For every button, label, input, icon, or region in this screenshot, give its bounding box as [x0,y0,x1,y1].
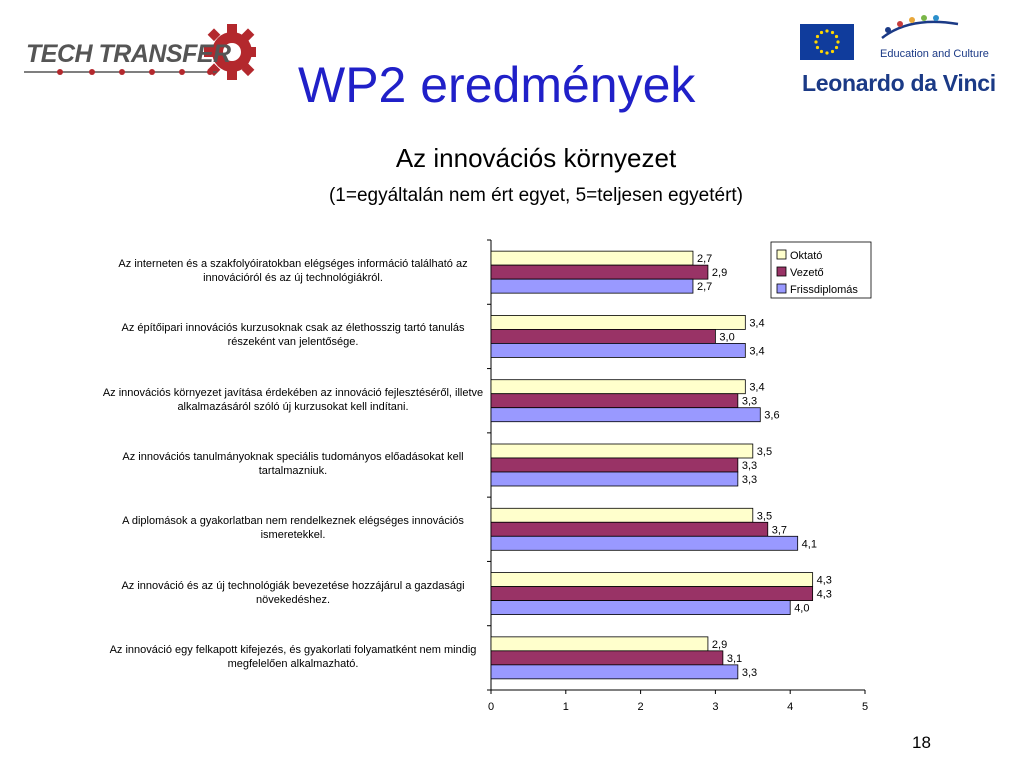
bar-value-label: 4,3 [816,574,832,587]
bar [491,472,738,486]
legend-swatch [777,284,786,293]
bar-value-label: 4,1 [801,538,817,551]
bar-value-label: 2,9 [711,638,728,651]
chart-title: Az innovációs környezet [395,143,677,173]
bar-value-label: 3,3 [741,666,758,679]
category-label: Az interneten és a szakfolyóiratokban elégséges információ található az innovációról és az új technológiákról. [118,258,468,285]
bar [491,458,738,472]
page-number: 18 [912,733,931,752]
category-label: Az innováció és az új technológiák bevezetése hozzájárul a gazdasági növekedéshez. [121,579,465,606]
category-label: A diplomások a gyakorlatban nem rendelkeznek elégséges innovációs ismeretekkel. [122,515,464,542]
legend-swatch [777,267,786,276]
legend-swatch [777,250,786,259]
x-tick-label: 3 [712,701,719,713]
bar [491,651,723,665]
bar [491,601,790,615]
bar-value-label: 3,4 [749,317,765,330]
bar-value-label: 3,3 [741,395,758,408]
category-label: Az innováció egy felkapott kifejezés, és gyakorlati folyamatként nem mindig megfelelően alkalmazható. [109,643,477,670]
legend-entry: Vezető [790,267,824,279]
bar [491,380,745,394]
bar-value-label: 4,0 [794,602,810,615]
bar [491,522,768,536]
bar-value-label: 3,5 [756,446,773,458]
bar-value-label: 3,1 [726,652,743,665]
programme-line: Education and Culture [880,48,989,60]
category-label: Az innovációs környezet javítása érdekében az innováció fejlesztéséről, illetve alkalmazásáról szóló új kurzusokat kell indítani. [102,386,484,413]
bar-value-label: 2,7 [696,281,713,294]
bar [491,536,798,550]
bar-value-label: 3,5 [756,510,773,523]
bar-value-label: 3,0 [719,331,735,344]
bar-value-label: 3,4 [749,381,765,394]
bar-value-label: 3,3 [741,460,758,472]
category-label: Az építőipari innovációs kurzusoknak csak az élethosszig tartó tanulás részeként van jelentősége. [121,322,465,349]
bar-value-label: 2,9 [711,267,728,280]
bar [491,508,753,522]
bar-value-label: 2,7 [696,253,713,266]
bar [491,329,715,343]
bar [491,408,760,422]
programme-name: Leonardo da Vinci [802,70,996,96]
bar [491,343,745,357]
x-tick-label: 2 [637,701,644,713]
x-tick-label: 4 [787,701,794,713]
bar [491,394,738,408]
x-tick-label: 1 [562,701,569,713]
logo-text: TECH TRANSFER [26,40,231,68]
bar-value-label: 3,7 [771,524,788,537]
bar [491,637,708,651]
chart-subtitle: (1=egyáltalán nem ért egyet, 5=teljesen egyetért) [328,185,744,206]
legend-entry: Frissdiplomás [790,284,858,296]
bar [491,251,693,265]
slide-title: WP2 eredmények [298,57,696,113]
bar-value-label: 4,3 [816,588,832,601]
x-tick-label: 5 [861,701,869,713]
bar-value-label: 3,4 [749,345,765,358]
bar-value-label: 3,3 [741,474,758,486]
bar [491,444,753,458]
bar [491,265,708,279]
x-tick-label: 0 [487,701,495,713]
legend-entry: Oktató [790,250,823,262]
bar [491,665,738,679]
bar [491,587,813,601]
legend [771,242,871,298]
bar [491,315,745,329]
category-label: Az innovációs tanulmányoknak speciális tudományos előadásokat kell tartalmazniuk. [122,451,464,477]
bar-value-label: 3,6 [764,409,780,422]
bar [491,279,693,293]
bar [491,573,813,587]
